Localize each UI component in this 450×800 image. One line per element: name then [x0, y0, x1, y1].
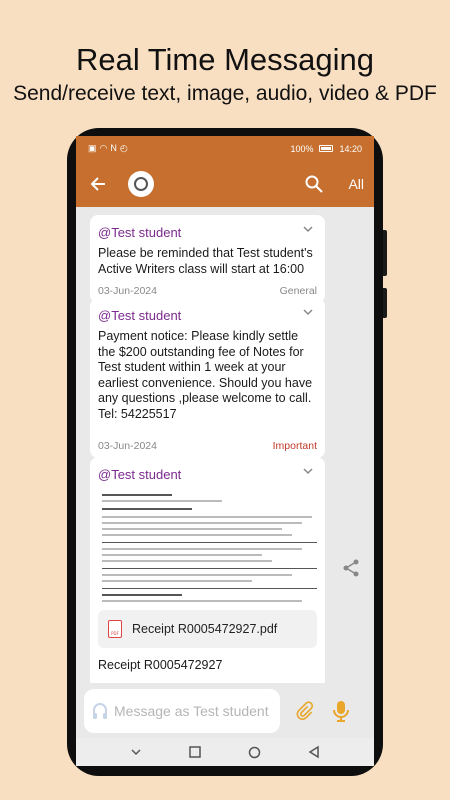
triangle-back-icon[interactable]	[308, 746, 320, 758]
message-body: Receipt R0005472927	[98, 658, 223, 672]
battery-icon	[319, 145, 333, 152]
chevron-down-icon[interactable]	[303, 466, 313, 476]
pdf-file-icon	[108, 620, 122, 638]
message-card[interactable]	[90, 457, 325, 700]
status-time: 14:20	[339, 143, 362, 154]
promo-title: Real Time Messaging	[75, 42, 375, 77]
message-placeholder: Message as Test student	[114, 702, 269, 719]
volume-button	[383, 230, 387, 276]
camera-icon: ▣	[88, 143, 97, 153]
headset-icon	[92, 702, 108, 720]
search-icon[interactable]	[302, 172, 326, 196]
status-bar	[76, 136, 374, 161]
chevron-down-icon[interactable]	[303, 224, 313, 234]
power-button	[383, 288, 387, 318]
wifi-icon: ◠	[99, 143, 108, 153]
circle-icon[interactable]	[248, 746, 261, 759]
message-mention[interactable]: @Test student	[98, 308, 182, 323]
message-card[interactable]	[90, 298, 325, 458]
message-body: Please be reminded that Test student's Active Writers class will start at 16:00	[98, 246, 313, 276]
message-composer	[76, 683, 374, 738]
message-mention[interactable]: @Test student	[98, 467, 182, 482]
message-list[interactable]	[76, 207, 374, 683]
all-filter-button[interactable]: All	[348, 176, 364, 192]
microphone-icon[interactable]	[330, 699, 352, 723]
message-date: 03-Jun-2024	[98, 440, 157, 452]
message-tag: Important	[272, 440, 317, 452]
share-icon[interactable]	[342, 559, 360, 577]
chevron-down-icon[interactable]	[130, 746, 142, 758]
paperclip-icon[interactable]	[294, 700, 316, 722]
message-card[interactable]	[90, 215, 325, 303]
school-logo-icon[interactable]	[128, 171, 154, 197]
receipt-preview-image[interactable]	[98, 488, 317, 608]
app-bar	[76, 161, 374, 207]
message-date: 03-Jun-2024	[98, 285, 157, 297]
message-mention[interactable]: @Test student	[98, 225, 182, 240]
message-input[interactable]	[84, 689, 280, 733]
back-arrow-icon[interactable]	[86, 172, 110, 196]
square-icon[interactable]	[189, 746, 201, 758]
pdf-filename[interactable]: Receipt R0005472927.pdf	[132, 622, 278, 636]
message-body: Payment notice: Please kindly settle the $200 outstanding fee of Notes for Test student within 1 week at your earliest convenience. Should you have any questions ,please welcome to call. Tel: 54225517	[98, 329, 313, 421]
battery-percent: 100%	[290, 143, 314, 154]
phone-frame	[67, 128, 383, 776]
message-tag: General	[279, 285, 317, 297]
clock-icon: ◴	[119, 143, 128, 153]
promo-subtitle: Send/receive text, image, audio, video & PDF	[13, 82, 437, 105]
pdf-attachment[interactable]	[98, 610, 317, 648]
chevron-down-icon[interactable]	[303, 307, 313, 317]
nfc-icon: N	[110, 143, 117, 153]
phone-screen	[76, 136, 374, 766]
system-nav-bar	[76, 738, 374, 766]
